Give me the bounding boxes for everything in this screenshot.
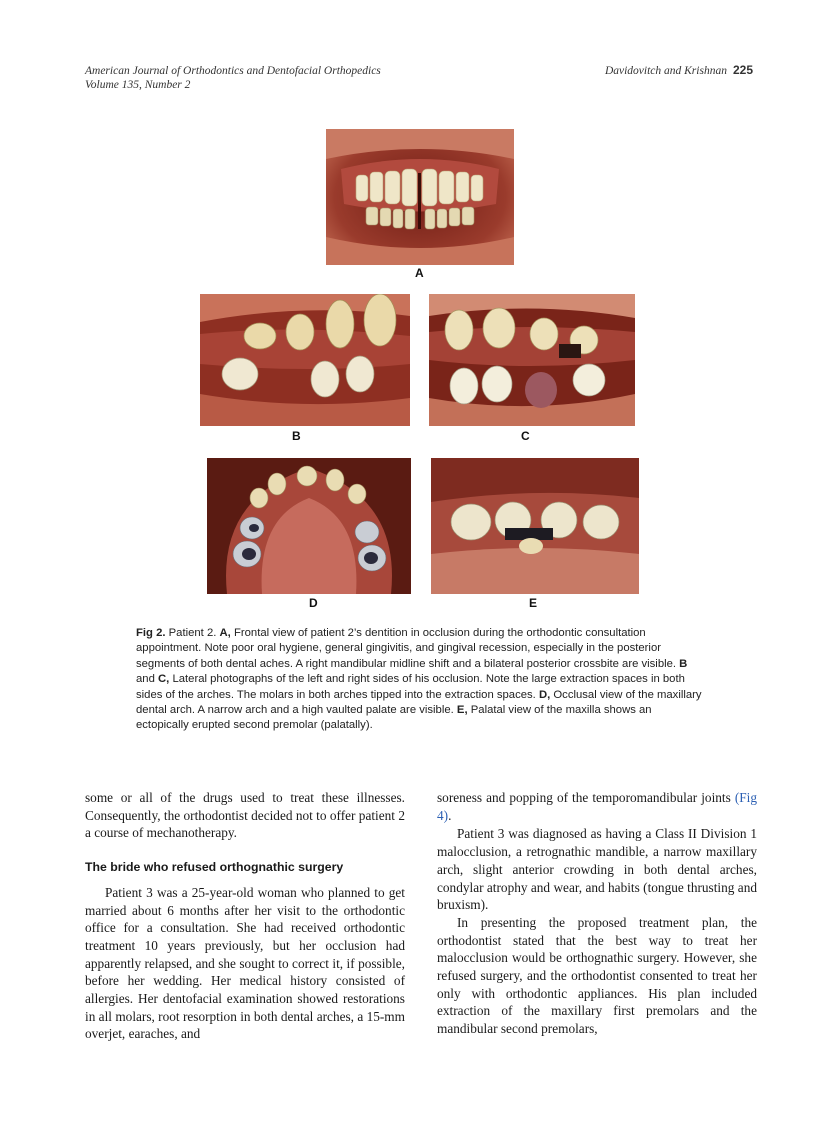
journal-title: American Journal of Orthodontics and Dentofacial Orthopedics [85,65,381,77]
figure-reference-link[interactable]: (Fig 4) [437,790,757,823]
paragraph: In presenting the proposed treatment plan, the orthodontist stated that the best way to treat her malocclusion would be orthognathic surgery. However, she refused surgery, and the orthodontist consented to treat her only with orthodontic appliances. His plan included extraction of the maxillary first premolars and the mandibular second premolars, [437,914,757,1037]
right-column [437,789,757,1038]
journal-volume: Volume 135, Number 2 [85,79,191,91]
photo-d-occlusal-view [207,458,411,594]
paragraph: some or all of the drugs used to treat these illnesses. Consequently, the orthodontist decided not to offer patient 2 a course of mechanotherapy. [85,790,405,841]
panel-label-b: B [292,429,301,443]
photo-b-lateral-left [200,294,410,426]
running-header-left [85,64,381,92]
left-column [85,789,405,1043]
figure-caption: Fig 2. Patient 2. A, Frontal view of patient 2’s dentition in occlusion during the orthodontic consultation appointment. Note poor oral hygiene, general gingivitis, and gingival recession, especially in the posterior segments of both dental aches. A right mandibular midline shift and a bilateral posterior crossbite are visible. B and C, Lateral photographs of the left and right sides of his occlusion. Note the large extraction spaces in both sides of the arches. The molars in both arches tipped into the extraction spaces. D, Occlusal view of the maxillary dental arch. A narrow arch and a high vaulted palate are visible. E, Palatal view of the maxilla shows an ectopically erupted second premolar (palatally). [136,627,702,732]
paragraph: Patient 3 was diagnosed as having a Class II Division 1 malocclusion, a retrognathic mandible, a narrow maxillary arch, slight anterior crowding in both dental arches, condylar atrophy and wear, and habits (tongue thrusting and bruxism). [437,826,757,913]
photo-a-frontal-view [326,129,514,265]
running-authors: Davidovitch and Krishnan [604,65,727,77]
caption-fig-label: Fig 2. [136,627,166,639]
paragraph: Patient 3 was a 25-year-old woman who planned to get married about 6 months after her visit to the orthodontic office for a consultation. She had received orthodontic treatment 10 years previously, but her occlusion had apparently relapsed, and she sought to correct it, if possible, before her wedding. Her medical history consisted of allergies. Her dentofacial examination showed restorations in all molars, root resorption in both dental arches, a 15-mm overjet, earaches, and [85,884,405,1042]
panel-label-a: A [415,266,424,280]
running-header-right [605,63,753,77]
section-heading: The bride who refused orthognathic surgery [85,860,344,875]
paragraph: soreness and popping of the temporomandibular joints (Fig 4). [437,790,757,823]
photo-e-palatal-view [431,458,639,594]
panel-label-d: D [309,596,318,610]
panel-label-c: C [521,429,530,443]
photo-c-lateral-right [429,294,635,426]
panel-label-e: E [529,596,538,610]
page-number: 225 [732,63,753,77]
